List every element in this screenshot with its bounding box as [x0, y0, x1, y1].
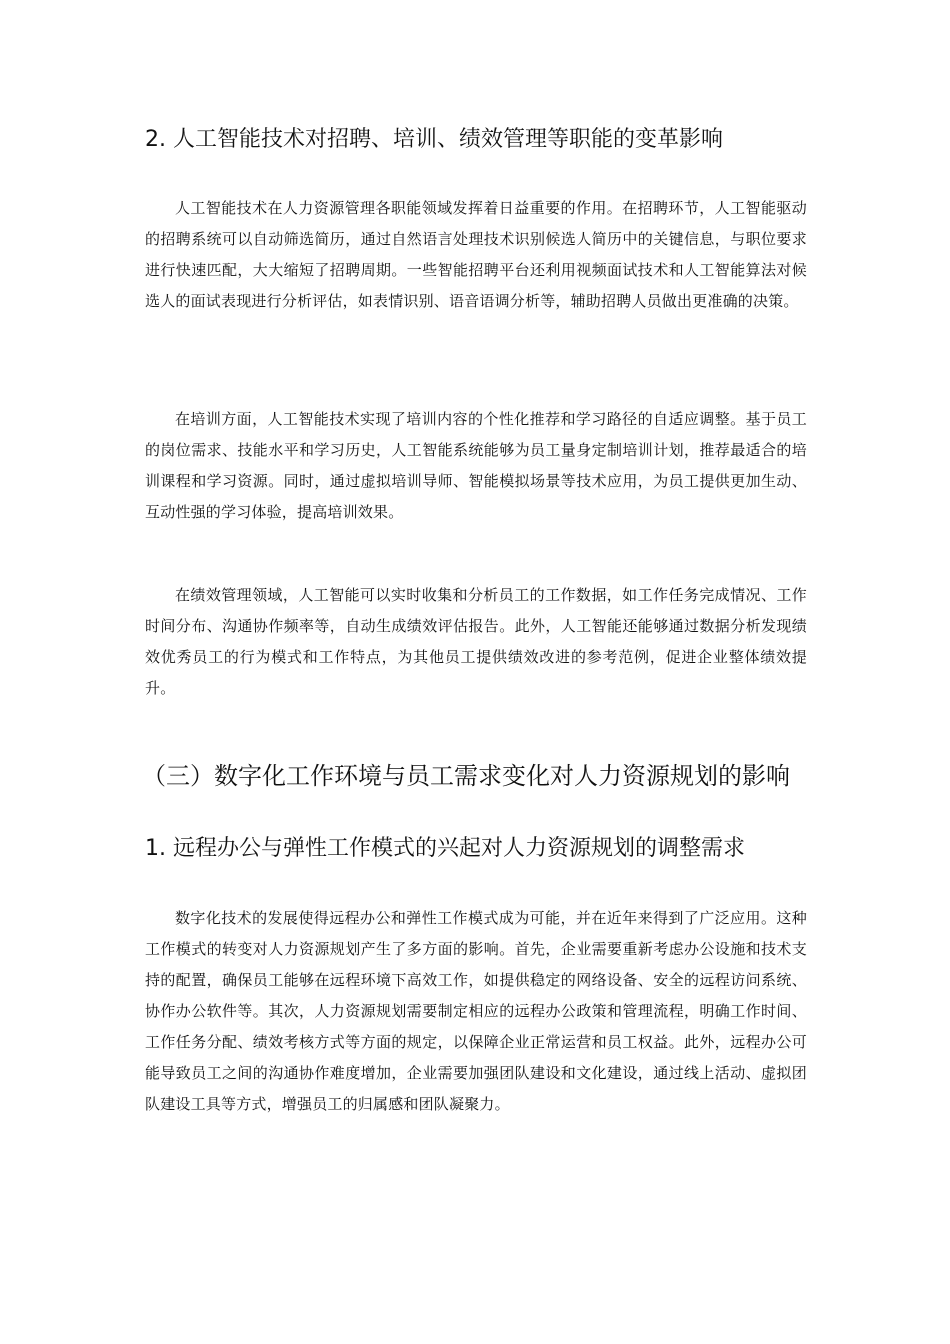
section-heading-ai-impact: 2. 人工智能技术对招聘、培训、绩效管理等职能的变革影响 [145, 127, 723, 152]
paragraph-performance: 在绩效管理领域，人工智能可以实时收集和分析员工的工作数据，如工作任务完成情况、工作时间分布、沟通协作频率等，自动生成绩效评估报告。此外，人工智能还能够通过数据分析发现绩效优秀员工的行为模式和工作特点，为其他员工提供绩效改进的参考范例，促进企业整体绩效提升。 [145, 586, 807, 697]
section-heading-remote-work: 1. 远程办公与弹性工作模式的兴起对人力资源规划的调整需求 [145, 836, 745, 861]
paragraph-recruitment: 人工智能技术在人力资源管理各职能领域发挥着日益重要的作用。在招聘环节，人工智能驱动的招聘系统可以自动筛选简历，通过自然语言处理技术识别候选人简历中的关键信息，与职位要求进行快速匹配，大大缩短了招聘周期。一些智能招聘平台还利用视频面试技术和人工智能算法对候选人的面试表现进行分析评估，如表情识别、语音语调分析等，辅助招聘人员做出更准确的决策。 [145, 199, 807, 310]
chapter-heading-digital-environment: （三）数字化工作环境与员工需求变化对人力资源规划的影响 [142, 762, 790, 790]
paragraph-remote-work: 数字化技术的发展使得远程办公和弹性工作模式成为可能，并在近年来得到了广泛应用。这种工作模式的转变对人力资源规划产生了多方面的影响。首先，企业需要重新考虑办公设施和技术支持的配置，确保员工能够在远程环境下高效工作，如提供稳定的网络设备、安全的远程访问系统、协作办公软件等。其次，人力资源规划需要制定相应的远程办公政策和管理流程，明确工作时间、工作任务分配、绩效考核方式等方面的规定，以保障企业正常运营和员工权益。此外，远程办公可能导致员工之间的沟通协作难度增加，企业需要加强团队建设和文化建设，通过线上活动、虚拟团队建设工具等方式，增强员工的归属感和团队凝聚力。 [145, 909, 807, 1113]
paragraph-training: 在培训方面，人工智能技术实现了培训内容的个性化推荐和学习路径的自适应调整。基于员工的岗位需求、技能水平和学习历史，人工智能系统能够为员工量身定制培训计划，推荐最适合的培训课程和学习资源。同时，通过虚拟培训导师、智能模拟场景等技术应用，为员工提供更加生动、互动性强的学习体验，提高培训效果。 [145, 410, 807, 521]
